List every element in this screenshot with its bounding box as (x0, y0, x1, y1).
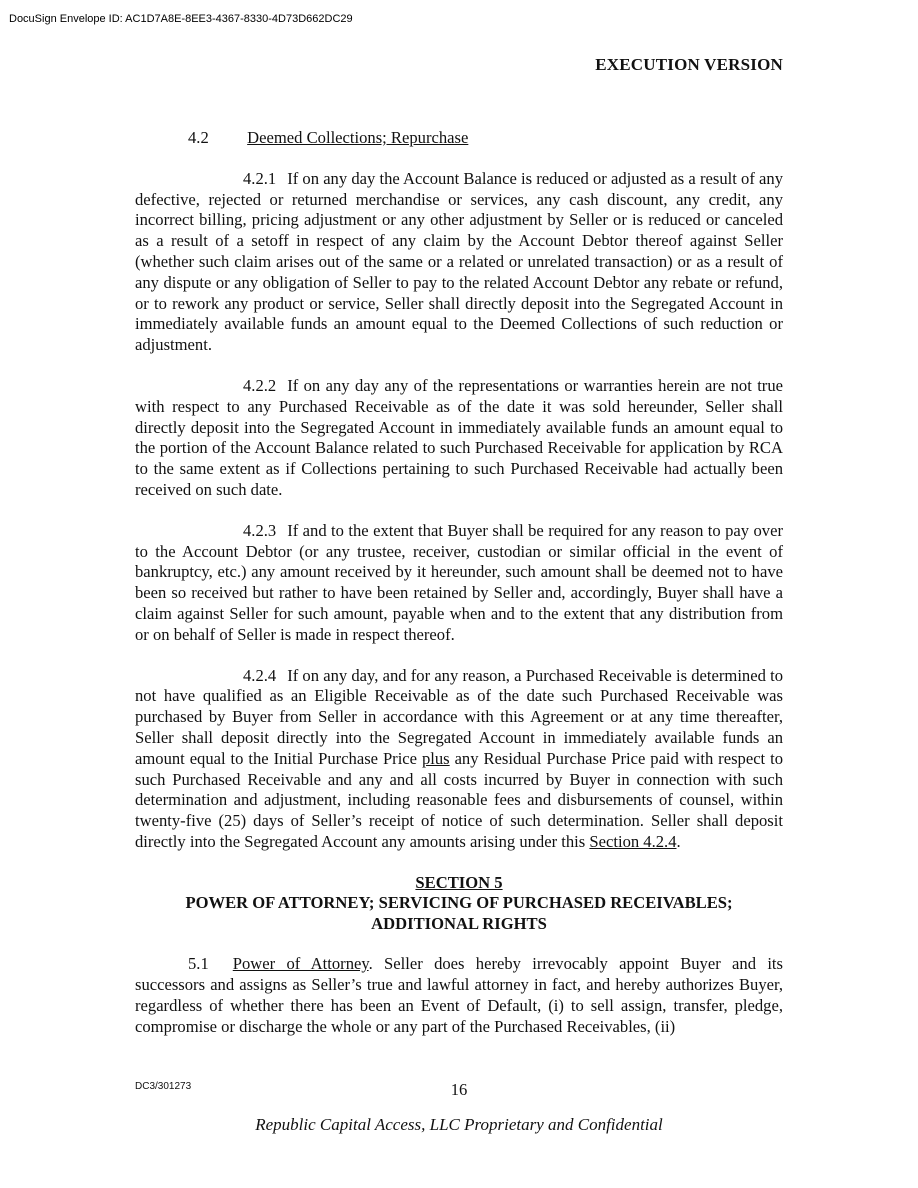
section-4-2-4-reference: Section 4.2.4 (589, 831, 677, 851)
paragraph-5-1 (135, 954, 783, 1037)
section-4-2-number: 4.2 (188, 128, 209, 147)
confidentiality-footer: Republic Capital Access, LLC Proprietary and Confidential (255, 1115, 663, 1134)
section-5-label: SECTION 5 (415, 872, 503, 892)
document-body (135, 128, 783, 1038)
paragraph-4-2-1 (135, 169, 783, 356)
section-4-2-title: Deemed Collections; Repurchase (247, 128, 469, 147)
paragraph-text: . Seller does hereby irrevocably appoint Buyer and its successors and assigns as Seller’s true and lawful attorney in fact, and hereby authorizes Buyer, regardless of whether there has been an Event of Default, (i) to sell assign, transfer, pledge, compromise or discharge the whole or any part of the Purchased Receivables, (ii) (135, 954, 784, 1036)
section-5-title-line2: ADDITIONAL RIGHTS (371, 913, 547, 933)
paragraph-number: 4.2.3 (243, 520, 277, 540)
page-number: 16 (450, 1080, 468, 1099)
paragraph-number: 4.2.1 (243, 168, 277, 188)
plus-term: plus (421, 748, 450, 768)
paragraph-text: If and to the extent that Buyer shall be required for any reason to pay over to the Account Debtor (or any trustee, receiver, custodian or similar official in the event of bankruptcy, etc.) any amount received by it hereunder, such amount shall be deemed not to have been so received but rather to have been retained by Seller and, accordingly, Buyer shall have a claim against Seller for such amount, payable when and to the extent that any distribution from or on behalf of Seller is made in respect thereof. (135, 520, 783, 644)
docusign-envelope-id: DocuSign Envelope ID: AC1D7A8E-8EE3-4367-8330-4D73D662DC29 (9, 13, 353, 25)
paragraph-text-start: If on any day, and for any reason, a Purchased Receivable is determined to not have qualified as an Eligible Receivable as of the date such Purchased Receivable was purchased by Buyer from Seller in accordance with this Agreement or at any time thereafter, Seller shall deposit directly into the Segregated Account in immediately available funds an amount equal to the Initial Purchase Price (135, 665, 783, 768)
execution-version-label: EXECUTION VERSION (595, 55, 783, 74)
footer-doc-id: DC3/301273 (135, 1081, 192, 1092)
paragraph-4-2-4 (135, 666, 783, 853)
power-of-attorney-title: Power of Attorney (232, 954, 369, 974)
paragraph-end-punct: . (676, 831, 681, 851)
paragraph-number: 4.2.2 (243, 375, 277, 395)
section-5-heading (135, 873, 783, 935)
paragraph-text: If on any day the Account Balance is reduced or adjusted as a result of any defective, rejected or returned merchandise or services, any cash discount, any credit, any incorrect billing, pricing adjustment or any other adjustment by Seller or is reduced or canceled as a result of a setoff in respect of any claim by the Account Debtor thereof against Seller (whether such claim arises out of the same or a related or unrelated transaction) or as a result of any dispute or any obligation of Seller to pay to the related Account Debtor any rebate or refund, or to rework any product or service, Seller shall directly deposit into the Segregated Account in immediately available funds an amount equal to the Deemed Collections of such reduction or adjustment. (135, 168, 783, 355)
paragraph-text-end: any Residual Purchase Price paid with respect to such Purchased Receivable and any and all costs incurred by Buyer in connection with such determination and adjustment, including reasonable fees and disbursements of counsel, within twenty-five (25) days of Seller’s receipt of notice of such determination. Seller shall deposit directly into the Segregated Account any amounts arising under this (135, 748, 783, 851)
section-4-2-heading (135, 128, 783, 149)
paragraph-number: 4.2.4 (243, 665, 277, 685)
paragraph-4-2-2 (135, 376, 783, 501)
paragraph-number: 5.1 (188, 954, 209, 974)
section-5-title-line1: POWER OF ATTORNEY; SERVICING OF PURCHASED RECEIVABLES; (185, 893, 733, 913)
paragraph-text: If on any day any of the representations or warranties herein are not true with respect to any Purchased Receivable as of the date it was sold hereunder, Seller shall directly deposit into the Segregated Account in immediately available funds an amount equal to the portion of the Account Balance related to such Purchased Receivable for application by RCA to the same extent as if Collections pertaining to such Purchased Receivable had actually been received on such date. (135, 375, 783, 499)
paragraph-4-2-3 (135, 521, 783, 646)
